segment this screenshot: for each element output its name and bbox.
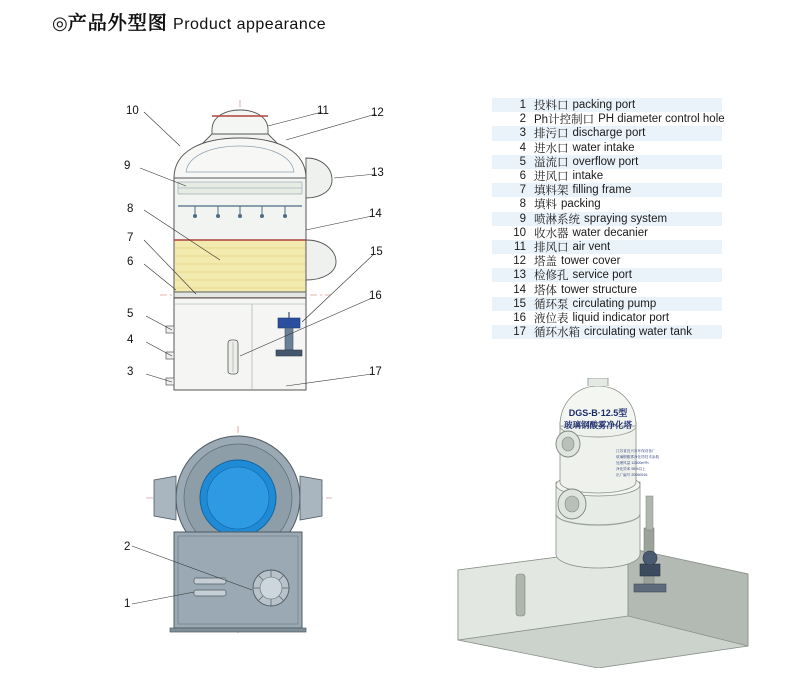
list-item	[492, 254, 722, 268]
front-view-drawing	[110, 420, 420, 640]
legend-number: 15	[513, 297, 526, 310]
legend-number: 4	[519, 141, 526, 154]
list-item	[492, 268, 722, 282]
list-item	[492, 197, 722, 211]
legend-number: 3	[519, 127, 526, 140]
legend-number: 10	[513, 226, 526, 239]
legend-label-en: circulating water tank	[584, 326, 693, 339]
callout-14: 14	[369, 208, 382, 220]
legend-number: 8	[519, 198, 526, 211]
legend-label-en: packing port	[572, 99, 636, 112]
legend-label-cn: 检修孔	[534, 270, 569, 283]
front-callout-2: 2	[124, 541, 131, 553]
legend-label-en: PH diameter control hole	[598, 113, 725, 126]
legend-label-cn: 循环水箱	[534, 327, 580, 340]
callout-8: 8	[127, 203, 134, 215]
legend-label-en: tower cover	[561, 255, 621, 268]
legend-label-cn: 收水器	[534, 227, 569, 240]
list-item	[492, 282, 722, 296]
svg-text:出厂编号 20050916: 出厂编号 20050916	[616, 473, 648, 477]
legend-number: 16	[513, 311, 526, 324]
svg-text:净化效率 95%以上: 净化效率 95%以上	[616, 467, 646, 471]
svg-text:处理风量 12500m³/h: 处理风量 12500m³/h	[616, 461, 649, 465]
list-item	[492, 212, 722, 226]
legend-number: 14	[513, 283, 526, 296]
callout-10: 10	[126, 105, 139, 117]
legend-label-en: filling frame	[572, 184, 632, 197]
legend-label-cn: 进水口	[534, 142, 569, 155]
list-item	[492, 155, 722, 169]
legend-number: 13	[513, 269, 526, 282]
list-item	[492, 325, 722, 339]
legend-label-en: tower structure	[561, 283, 638, 296]
callout-7: 7	[127, 232, 134, 244]
legend-number: 9	[519, 212, 526, 225]
legend-label-en: intake	[572, 170, 604, 183]
svg-text:玻璃钢酸雾净化塔技术参数: 玻璃钢酸雾净化塔技术参数	[616, 455, 660, 459]
list-item	[492, 112, 725, 127]
list-item	[492, 141, 722, 155]
legend-number: 7	[519, 184, 526, 197]
legend-list	[492, 98, 725, 340]
svg-text:江苏省宜兴市环保设备厂: 江苏省宜兴市环保设备厂	[616, 449, 656, 453]
legend-label-cn: 液位表	[534, 312, 569, 325]
front-callout-1: 1	[124, 598, 131, 610]
list-item	[492, 240, 722, 254]
legend-label-cn: 塔盖	[534, 256, 557, 269]
legend-label-cn: 喷淋系统	[534, 213, 580, 226]
legend-number: 6	[519, 170, 526, 183]
legend-number: 11	[514, 240, 526, 253]
legend-label-en: water intake	[572, 141, 635, 154]
legend-number: 1	[519, 99, 526, 112]
callout-13: 13	[371, 167, 384, 179]
section-view-drawing	[100, 90, 420, 400]
legend-label-en: discharge port	[572, 127, 646, 140]
legend-label-cn: 进风口	[534, 171, 569, 184]
list-item	[492, 226, 722, 240]
legend-label-en: overflow port	[572, 155, 639, 168]
legend-label-en: circulating pump	[572, 297, 657, 310]
legend-label-cn: 填料架	[534, 185, 569, 198]
list-item	[492, 311, 722, 325]
callout-15: 15	[370, 246, 383, 258]
legend-number: 2	[519, 113, 526, 126]
callout-9: 9	[124, 160, 131, 172]
callout-12: 12	[371, 107, 384, 119]
legend-label-en: liquid indicator port	[572, 311, 670, 324]
callout-6: 6	[127, 256, 134, 268]
legend-label-en: packing	[561, 198, 601, 211]
callout-4: 4	[127, 334, 134, 346]
list-item	[492, 297, 722, 311]
callout-11: 11	[317, 105, 329, 117]
legend-label-cn: 溢流口	[534, 156, 569, 169]
legend-label-en: air vent	[572, 240, 611, 253]
legend-number: 12	[513, 255, 526, 268]
product-photo	[448, 378, 788, 668]
title-english: Product appearance	[173, 16, 327, 33]
photo-model-label: DGS-B·12.5型	[568, 408, 628, 418]
list-item	[492, 169, 722, 183]
legend-label-cn: 排风口	[534, 241, 569, 254]
legend-label-en: spraying system	[584, 212, 668, 225]
list-item	[492, 126, 722, 140]
legend-label-cn: 填料	[534, 199, 557, 212]
callout-16: 16	[369, 290, 382, 302]
title-bullet-icon: ◎	[52, 13, 68, 33]
legend-label-cn: Ph计控制口	[534, 114, 595, 127]
legend-number: 5	[519, 155, 526, 168]
legend-number: 17	[513, 326, 526, 339]
page-title	[52, 8, 326, 35]
photo-name-label: 玻璃钢酸雾净化塔	[563, 420, 633, 430]
callout-17: 17	[369, 366, 382, 378]
list-item	[492, 98, 722, 112]
legend-label-cn: 排污口	[534, 128, 569, 141]
legend-label-cn: 投料口	[534, 100, 569, 113]
legend-label-cn: 塔体	[534, 284, 557, 297]
legend-label-en: service port	[572, 269, 632, 282]
list-item	[492, 183, 722, 197]
callout-3: 3	[127, 366, 134, 378]
callout-5: 5	[127, 308, 134, 320]
legend-label-en: water decanier	[572, 226, 648, 239]
legend-label-cn: 循环泵	[534, 298, 569, 311]
title-chinese: 产品外型图	[67, 13, 168, 34]
